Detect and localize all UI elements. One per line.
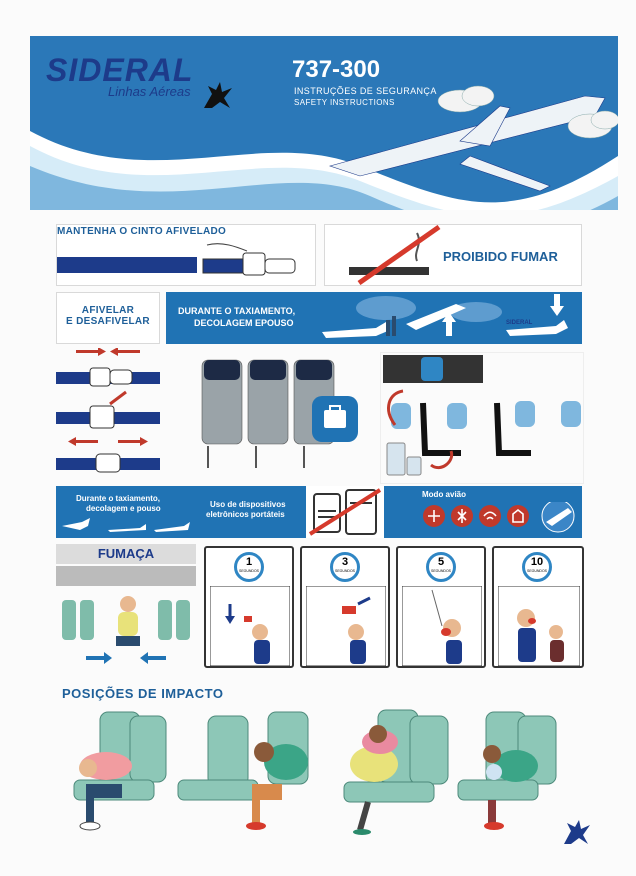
timer-2-unit: SEGUNDOS xyxy=(334,569,356,573)
devices-planes-icon xyxy=(60,516,192,536)
timer-1-value: 1 xyxy=(245,556,253,568)
devices-banner xyxy=(56,486,582,538)
timer-2 xyxy=(330,552,360,582)
taxi-planes-illustration xyxy=(316,292,582,344)
smoke-panel xyxy=(56,544,196,670)
airplane-mode-icons xyxy=(418,502,582,536)
buckle-line2: E DESAFIVELAR xyxy=(66,316,150,327)
brace-position-3 xyxy=(334,706,454,836)
brand-logo-text: SIDERAL xyxy=(46,52,194,88)
timer-1-unit: SEGUNDOS xyxy=(238,569,260,573)
taxi-banner xyxy=(166,292,582,344)
buckle-steps-illustration xyxy=(56,348,160,480)
devices-phase-line1: Durante o taxiamento, xyxy=(76,494,161,503)
buckle-line1: AFIVELAR xyxy=(81,305,135,316)
timer-3-value: 5 xyxy=(437,556,445,568)
devices-use-line2: eletrônicos portáteis xyxy=(206,510,285,519)
timer-4-value: 10 xyxy=(530,556,544,568)
no-smoking-icon xyxy=(339,225,449,285)
smoke-title: FUMAÇA xyxy=(56,544,196,564)
oxygen-step-2 xyxy=(300,546,390,668)
under-seat-illustration xyxy=(381,353,585,483)
oxygen-assist-child-illustration xyxy=(498,586,580,666)
timer-3-unit: SEGUNDOS xyxy=(430,569,452,573)
under-seat-panel xyxy=(380,352,584,484)
impact-title: POSIÇÕES DE IMPACTO xyxy=(62,686,224,701)
airplane-mode-label: Modo avião xyxy=(422,490,467,499)
seatbelt-title: MANTENHA O CINTO AFIVELADO xyxy=(57,226,227,237)
title-en: SAFETY INSTRUCTIONS xyxy=(294,98,395,107)
timer-2-value: 3 xyxy=(341,556,349,568)
brand-subtitle: Linhas Aéreas xyxy=(108,84,191,99)
brace-position-4 xyxy=(452,706,568,832)
aircraft-model: 737-300 xyxy=(292,56,381,83)
devices-use-line1: Uso de dispositivos xyxy=(210,500,286,509)
timer-3 xyxy=(426,552,456,582)
header-banner xyxy=(30,36,618,210)
griffin-logo-icon xyxy=(202,80,234,110)
timer-4 xyxy=(522,552,552,582)
oxygen-drop-illustration xyxy=(210,586,290,666)
no-smoking-panel xyxy=(324,224,582,286)
oxygen-mask-illustration xyxy=(402,586,482,666)
oxygen-step-1 xyxy=(204,546,294,668)
taxi-line2: DECOLAGEM EPOUSO xyxy=(194,318,294,328)
seatbelt-illustration xyxy=(57,241,315,285)
timer-1 xyxy=(234,552,264,582)
seatbelt-panel xyxy=(56,224,316,286)
devices-phase-line2: decolagem e pouso xyxy=(86,504,161,513)
taxi-line1: DURANTE O TAXIAMENTO, xyxy=(178,306,296,316)
timer-4-unit: SEGUNDOS xyxy=(526,569,548,573)
oxygen-step-3 xyxy=(396,546,486,668)
no-smoking-title: PROIBIDO FUMAR xyxy=(443,249,558,264)
oxygen-step-4 xyxy=(492,546,584,668)
smoke-evacuation-illustration xyxy=(56,566,196,670)
taxi-plane-label: SIDERAL xyxy=(506,320,533,326)
griffin-footer-icon xyxy=(562,818,592,846)
seat-upright-illustration xyxy=(196,356,376,472)
brace-position-2 xyxy=(168,706,332,832)
oxygen-pull-illustration xyxy=(306,586,386,666)
brace-position-1 xyxy=(60,706,176,832)
title-pt: INSTRUÇÕES DE SEGURANÇA xyxy=(294,86,437,96)
buckle-label-box xyxy=(56,292,160,344)
no-devices-icon xyxy=(306,486,384,538)
